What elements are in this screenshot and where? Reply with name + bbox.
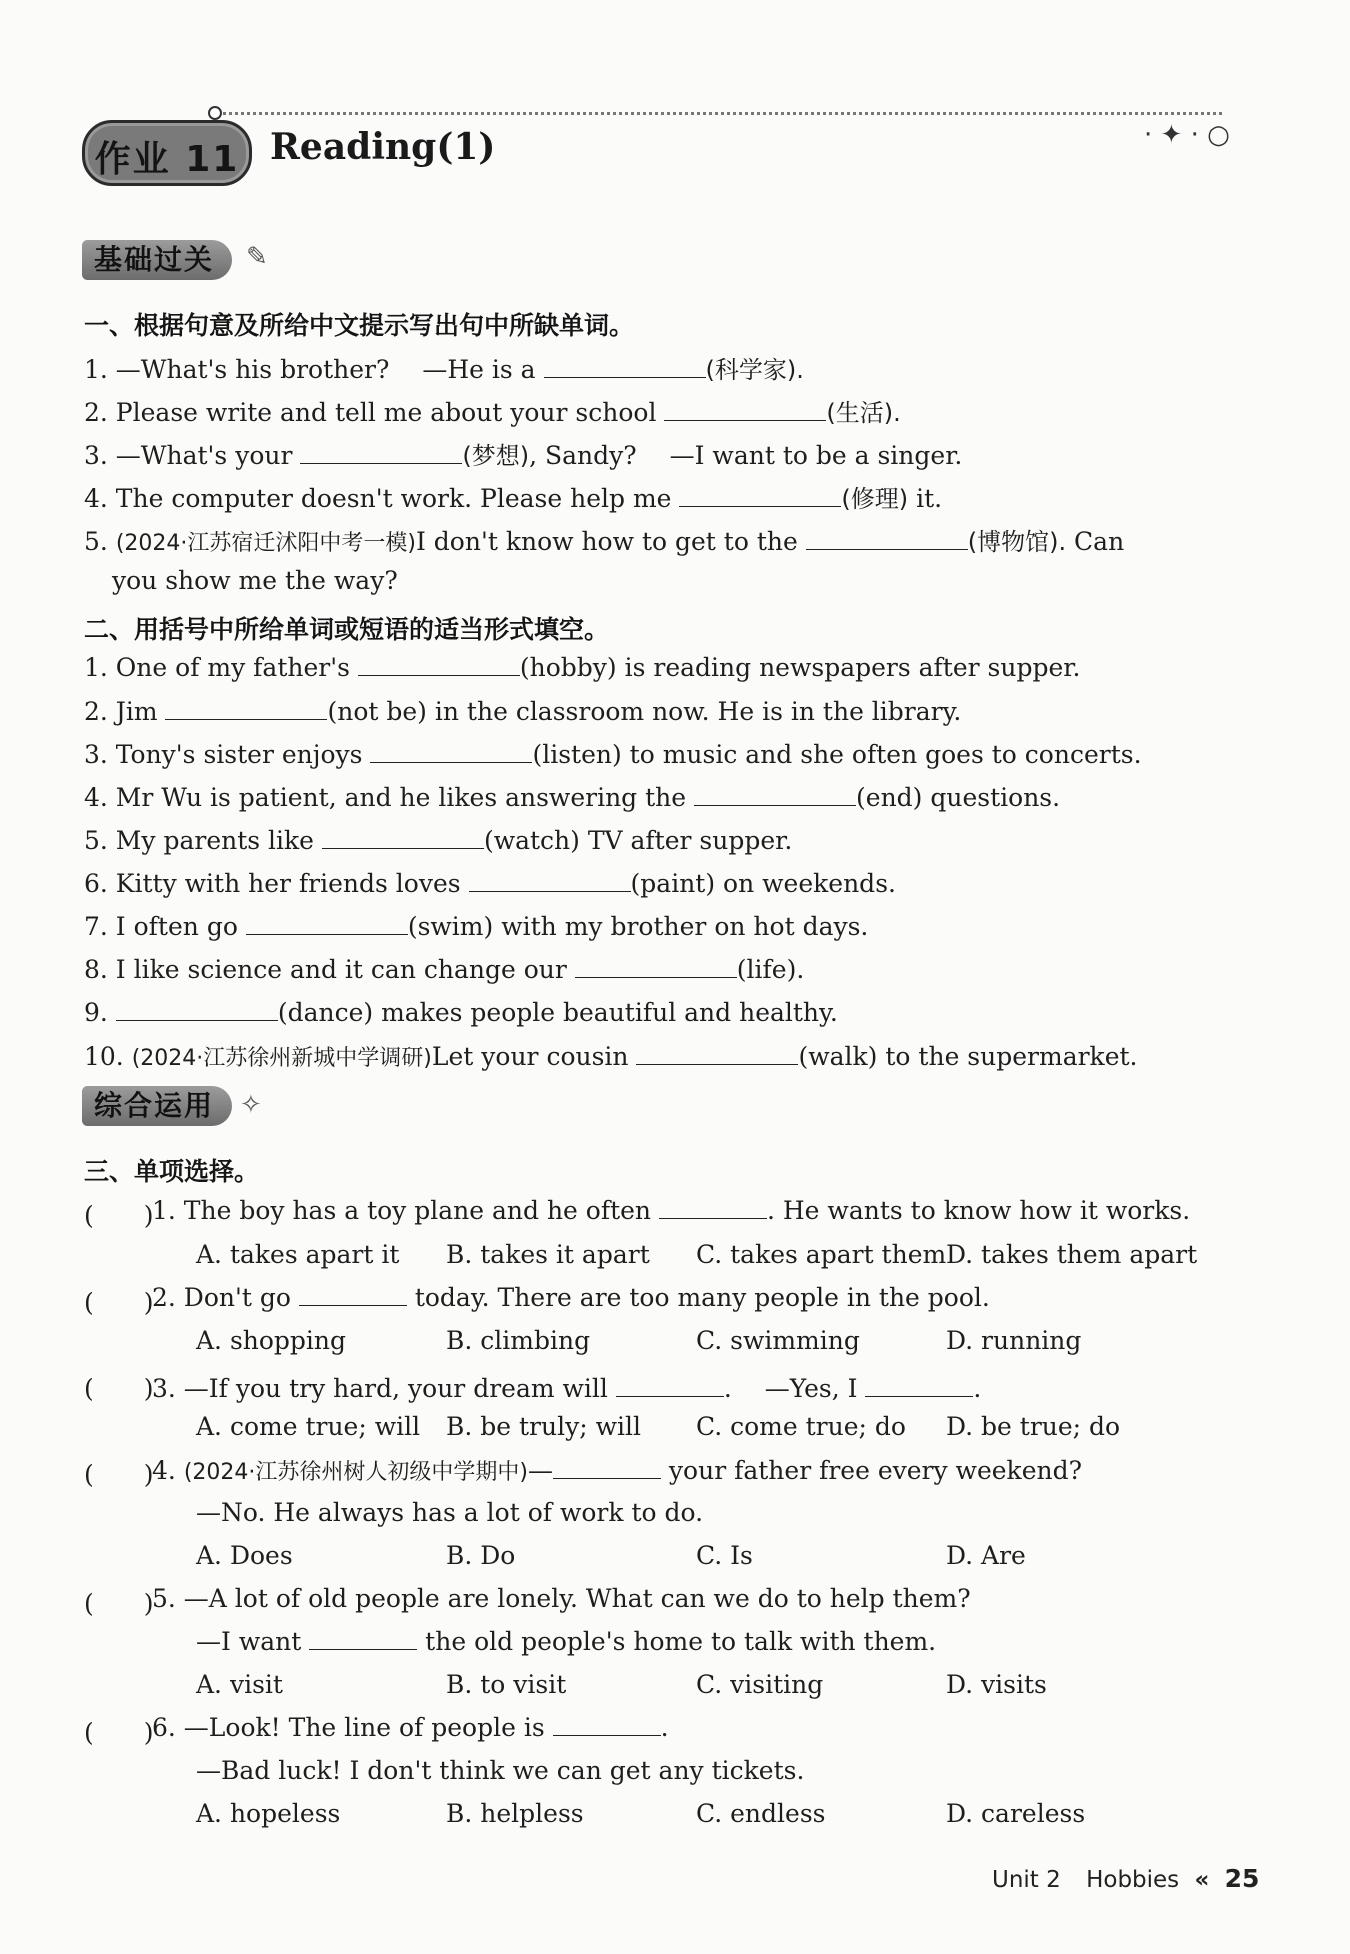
section-banner-applied: 综合运用: [82, 1086, 232, 1126]
question-4: 4. (2024·江苏徐州树人初级中学期中)— your father free every weekend?: [152, 1456, 1083, 1485]
question-5: 5. —A lot of old people are lonely. What can we do to help them?: [152, 1584, 971, 1613]
page-footer: [992, 1864, 1259, 1893]
answer-blank[interactable]: [636, 1042, 798, 1065]
part1-item-5-continued: you show me the way?: [112, 566, 398, 595]
answer-blank: [616, 1374, 724, 1397]
answer-blank: [553, 1713, 661, 1736]
q6-option-c[interactable]: C. endless: [696, 1799, 826, 1828]
answer-blank[interactable]: [806, 527, 968, 550]
part2-item-9: 9. (dance) makes people beautiful and healthy.: [84, 998, 838, 1027]
answer-blank[interactable]: [575, 955, 737, 978]
part2-item-6: 6. Kitty with her friends loves (paint) on weekends.: [84, 869, 896, 898]
q3-option-c[interactable]: C. come true; do: [696, 1412, 906, 1441]
answer-blank: [659, 1196, 767, 1219]
q3-option-b[interactable]: B. be truly; will: [446, 1412, 641, 1441]
part2-item-4: 4. Mr Wu is patient, and he likes answering the (end) questions.: [84, 783, 1061, 812]
answer-paren-q2[interactable]: ( ): [84, 1288, 154, 1317]
q2-option-a[interactable]: A. shopping: [196, 1326, 347, 1355]
answer-paren-q5[interactable]: ( ): [84, 1589, 154, 1618]
page-number: 25: [1224, 1864, 1260, 1893]
answer-paren-q4[interactable]: ( ): [84, 1460, 154, 1489]
q4-option-c[interactable]: C. Is: [696, 1541, 753, 1570]
answer-blank[interactable]: [664, 398, 826, 421]
pencil-icon: ✎: [246, 242, 268, 272]
question-4-reply: —No. He always has a lot of work to do.: [196, 1498, 704, 1527]
question-6: 6. —Look! The line of people is .: [152, 1713, 669, 1742]
q1-option-c[interactable]: C. takes apart them: [696, 1240, 947, 1269]
answer-blank[interactable]: [358, 653, 520, 676]
part1-item-5: 5. (2024·江苏宿迁沭阳中考一模)I don't know how to get to the (博物馆). Can: [84, 527, 1125, 556]
part2-item-3: 3. Tony's sister enjoys (listen) to music and she often goes to concerts.: [84, 740, 1142, 769]
q2-option-b[interactable]: B. climbing: [446, 1326, 591, 1355]
part1-item-4: 4. The computer doesn't work. Please help me (修理) it.: [84, 484, 943, 513]
homework-badge-label: 作业 11: [94, 139, 240, 180]
question-1: 1. The boy has a toy plane and he often . He wants to know how it works.: [152, 1196, 1191, 1225]
double-chevron-left-icon: «: [1194, 1867, 1210, 1893]
question-2: 2. Don't go today. There are too many people in the pool.: [152, 1283, 990, 1312]
q4-option-b[interactable]: B. Do: [446, 1541, 516, 1570]
q1-option-d[interactable]: D. takes them apart: [946, 1240, 1198, 1269]
part2-heading: 二、用括号中所给单词或短语的适当形式填空。: [84, 615, 610, 644]
answer-blank[interactable]: [165, 697, 327, 720]
header-dotted-line: [216, 112, 1222, 115]
part2-item-5: 5. My parents like (watch) TV after supper.: [84, 826, 793, 855]
answer-blank[interactable]: [469, 869, 631, 892]
q6-option-a[interactable]: A. hopeless: [196, 1799, 341, 1828]
part2-item-1: 1. One of my father's (hobby) is reading newspapers after supper.: [84, 653, 1081, 682]
part1-heading: 一、根据句意及所给中文提示写出句中所缺单词。: [84, 311, 635, 340]
answer-blank[interactable]: [246, 912, 408, 935]
q5-option-c[interactable]: C. visiting: [696, 1670, 824, 1699]
answer-paren-q1[interactable]: ( ): [84, 1201, 154, 1230]
q2-option-c[interactable]: C. swimming: [696, 1326, 860, 1355]
answer-paren-q3[interactable]: ( ): [84, 1374, 154, 1403]
answer-blank: [553, 1456, 661, 1479]
part2-item-10: 10. (2024·江苏徐州新城中学调研)Let your cousin (walk) to the supermarket.: [84, 1042, 1138, 1071]
part3-heading: 三、单项选择。: [84, 1157, 260, 1186]
answer-blank[interactable]: [322, 826, 484, 849]
answer-blank[interactable]: [694, 783, 856, 806]
question-5-reply: —I want the old people's home to talk with them.: [196, 1627, 937, 1656]
answer-blank: [299, 1283, 407, 1306]
q4-option-d[interactable]: D. Are: [946, 1541, 1026, 1570]
part2-item-2: 2. Jim (not be) in the classroom now. He is in the library.: [84, 697, 962, 726]
part2-item-8: 8. I like science and it can change our (life).: [84, 955, 805, 984]
answer-blank[interactable]: [544, 355, 706, 378]
answer-blank[interactable]: [679, 484, 841, 507]
homework-badge: [82, 120, 252, 186]
q6-option-d[interactable]: D. careless: [946, 1799, 1086, 1828]
q6-option-b[interactable]: B. helpless: [446, 1799, 584, 1828]
q1-option-a[interactable]: A. takes apart it: [196, 1240, 400, 1269]
sparkle-burst-icon: ✧: [240, 1090, 262, 1120]
question-6-reply: —Bad luck! I don't think we can get any tickets.: [196, 1756, 805, 1785]
question-3: 3. —If you try hard, your dream will . —Yes, I .: [152, 1374, 982, 1403]
part1-item-2: 2. Please write and tell me about your school (生活).: [84, 398, 901, 427]
answer-blank: [865, 1374, 973, 1397]
q2-option-d[interactable]: D. running: [946, 1326, 1082, 1355]
section-banner-basic: 基础过关: [82, 240, 232, 280]
part2-item-7: 7. I often go (swim) with my brother on hot days.: [84, 912, 869, 941]
dotted-line-start-ring: [208, 106, 222, 120]
page-title: Reading(1): [270, 126, 496, 168]
q5-option-d[interactable]: D. visits: [946, 1670, 1047, 1699]
sparkle-icon: · ✦ · ○: [1144, 120, 1230, 150]
q5-option-a[interactable]: A. visit: [196, 1670, 283, 1699]
part1-item-3: 3. —What's your (梦想), Sandy? —I want to be a singer.: [84, 441, 963, 470]
footer-unit: Unit 2: [992, 1867, 1061, 1893]
footer-topic: Hobbies: [1086, 1867, 1180, 1893]
answer-blank[interactable]: [116, 998, 278, 1021]
q3-option-a[interactable]: A. come true; will: [196, 1412, 421, 1441]
part1-item-1: 1. —What's his brother? —He is a (科学家).: [84, 355, 804, 384]
answer-paren-q6[interactable]: ( ): [84, 1718, 154, 1747]
answer-blank[interactable]: [370, 740, 532, 763]
q4-option-a[interactable]: A. Does: [196, 1541, 293, 1570]
answer-blank: [309, 1627, 417, 1650]
q5-option-b[interactable]: B. to visit: [446, 1670, 567, 1699]
q1-option-b[interactable]: B. takes it apart: [446, 1240, 650, 1269]
answer-blank[interactable]: [300, 441, 462, 464]
q3-option-d[interactable]: D. be true; do: [946, 1412, 1121, 1441]
